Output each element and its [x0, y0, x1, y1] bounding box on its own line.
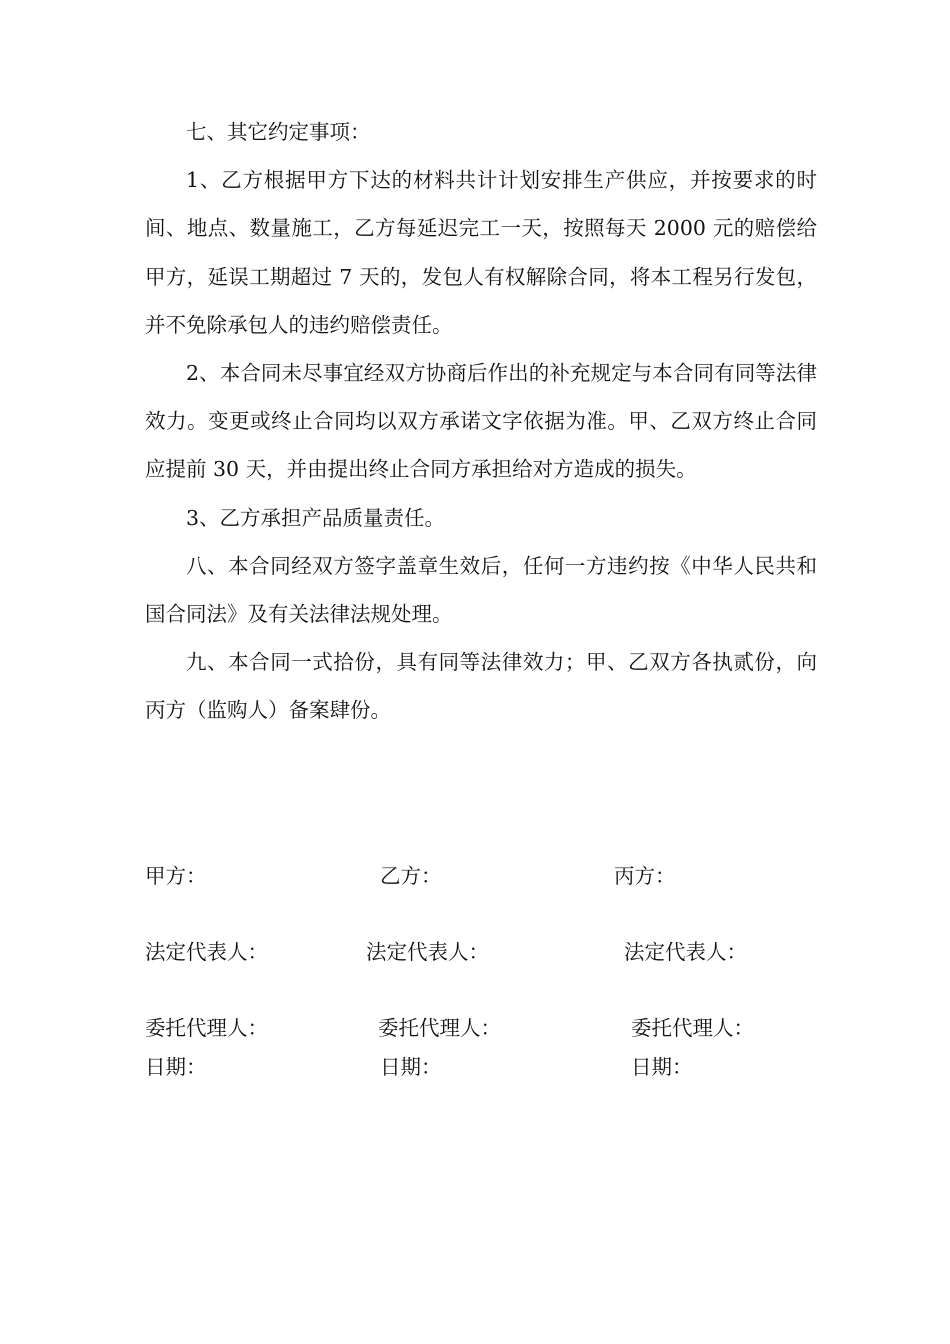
party-a-label: 甲方： — [145, 864, 207, 888]
contract-body — [145, 108, 817, 735]
party-b-agent-label: 委托代理人： — [378, 1016, 501, 1040]
section-9: 九、本合同一式拾份，具有同等法律效力；甲、乙双方各执贰份，向丙方（监购人）备案肆份。 — [145, 650, 817, 723]
section-7-heading: 七、其它约定事项： — [186, 120, 371, 144]
party-c-agent-label: 委托代理人： — [631, 1016, 754, 1040]
party-c-label: 丙方： — [614, 864, 676, 888]
party-c-date-label: 日期： — [631, 1055, 693, 1079]
party-a-agent-label: 委托代理人： — [145, 1016, 268, 1040]
party-b-date-label: 日期： — [380, 1055, 442, 1079]
clause-2: 2、本合同未尽事宜经双方协商后作出的补充规定与本合同有同等法律效力。变更或终止合同均以双方承诺文字依据为准。甲、乙双方终止合同应提前 30 天，并由提出终止合同方承担给对方造成的损失。 — [145, 361, 817, 482]
party-b-legal-rep-label: 法定代表人： — [366, 940, 489, 964]
party-b-label: 乙方： — [380, 864, 442, 888]
party-a-legal-rep-label: 法定代表人： — [145, 940, 268, 964]
clause-1: 1、乙方根据甲方下达的材料共计计划安排生产供应，并按要求的时间、地点、数量施工，乙方每延迟完工一天，按照每天 2000 元的赔偿给甲方，延误工期超过 7 天的，发包人有权解除合同，将本工程另行发包，并不免除承包人的违约赔偿责任。 — [145, 168, 817, 337]
clause-3: 3、乙方承担产品质量责任。 — [186, 505, 446, 530]
section-8: 八、本合同经双方签字盖章生效后，任何一方违约按《中华人民共和国合同法》及有关法律法规处理。 — [145, 553, 817, 627]
party-c-legal-rep-label: 法定代表人： — [624, 940, 747, 964]
party-a-date-label: 日期： — [145, 1055, 207, 1079]
